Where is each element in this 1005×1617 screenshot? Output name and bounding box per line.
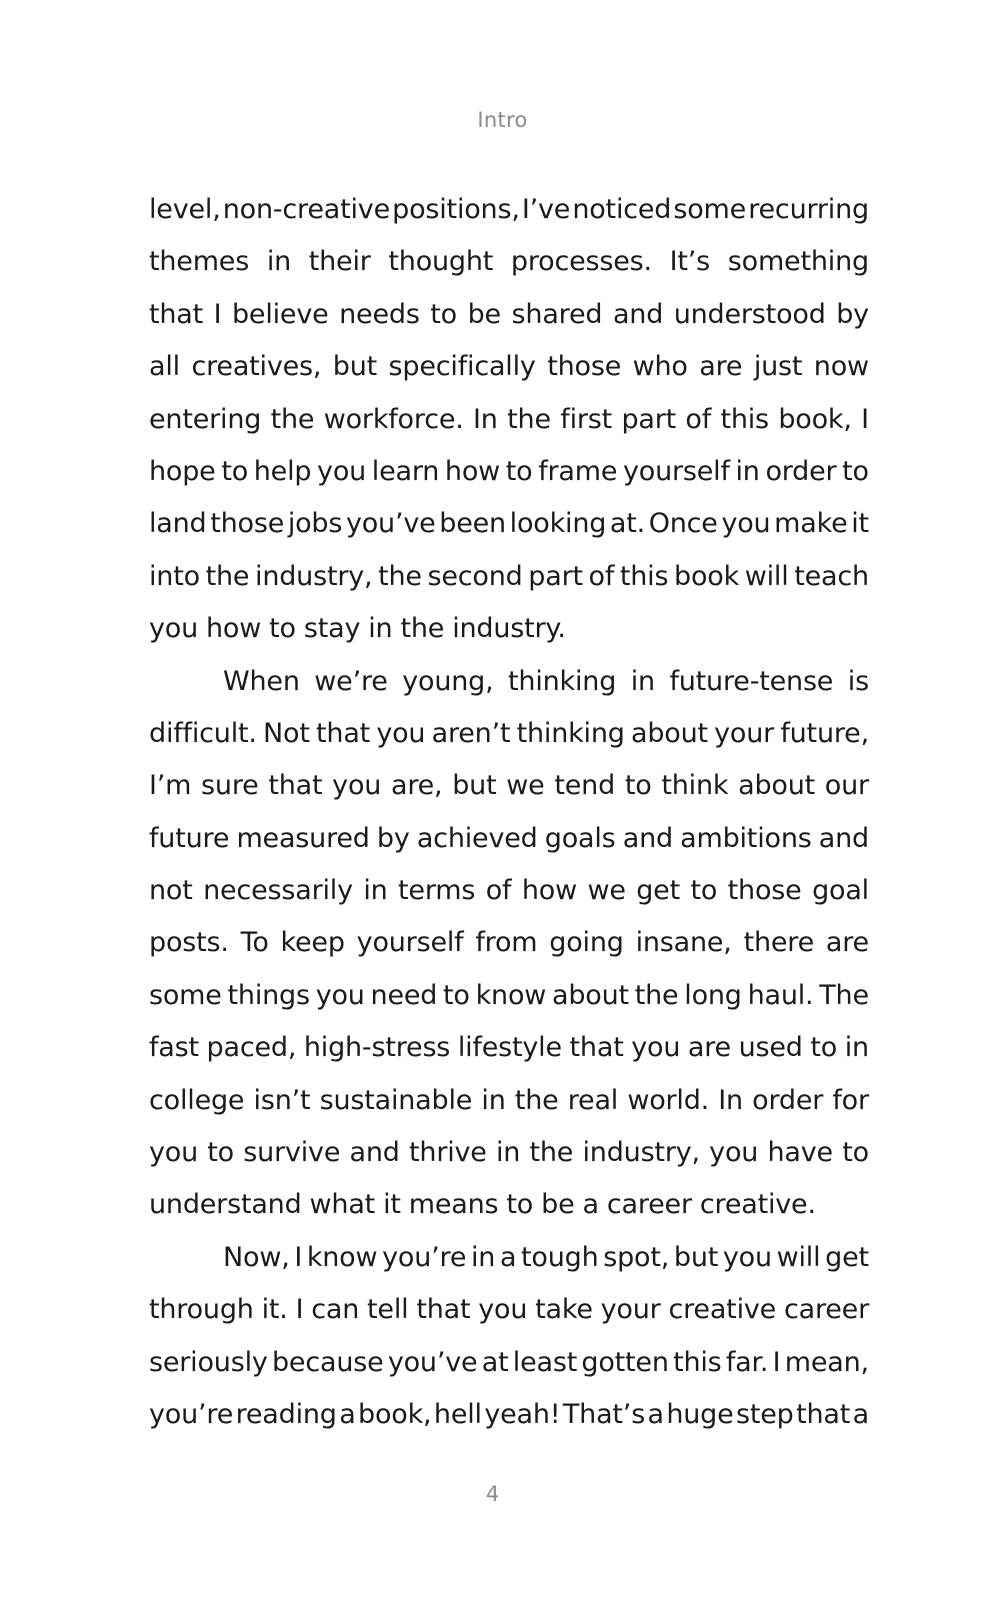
text-line: land those jobs you’ve been looking at. Once you make it — [149, 508, 869, 540]
text-line: level, non-creative positions, I’ve noticed some recurring — [149, 194, 869, 225]
text-line: future measured by achieved goals and ambitions and — [149, 822, 869, 854]
text-line: hope to help you learn how to frame yourself in order to — [149, 455, 869, 487]
text-line: some things you need to know about the long haul. The — [149, 979, 869, 1011]
text-line: I’m sure that you are, but we tend to think about our — [149, 770, 869, 802]
text-line: understand what it means to be a career creative. — [149, 1189, 816, 1221]
text-line: seriously because you’ve at least gotten this far. I mean, — [149, 1346, 869, 1378]
running-header: Intro — [477, 108, 528, 132]
text-line: not necessarily in terms of how we get to those goal — [149, 875, 869, 907]
text-line: fast paced, high-stress lifestyle that you are used to in — [149, 1032, 869, 1064]
body-text — [149, 184, 869, 1441]
text-line: through it. I can tell that you take your creative career — [149, 1294, 869, 1326]
text-line: posts. To keep yourself from going insane, there are — [149, 927, 869, 959]
text-line: into the industry, the second part of this book will teach — [149, 560, 869, 592]
text-line: all creatives, but specifically those who are just now — [149, 351, 869, 383]
text-line: you how to stay in the industry. — [149, 613, 566, 645]
text-line: you’re reading a book, hell yeah! That’s a huge step that a — [149, 1398, 869, 1430]
page-number: 4 — [485, 1482, 500, 1506]
text-line: difficult. Not that you aren’t thinking about your future, — [149, 717, 869, 749]
text-line: you to survive and thrive in the industry, you have to — [149, 1137, 869, 1169]
text-line: that I believe needs to be shared and understood by — [149, 298, 869, 330]
text-line: themes in their thought processes. It’s something — [149, 246, 869, 278]
text-line: college isn’t sustainable in the real world. In order for — [149, 1084, 869, 1116]
text-line: entering the workforce. In the first part of this book, I — [149, 403, 869, 435]
text-line: Now, I know you’re in a tough spot, but you will get — [223, 1241, 869, 1273]
text-line: When we’re young, thinking in future-tense is — [223, 665, 869, 697]
